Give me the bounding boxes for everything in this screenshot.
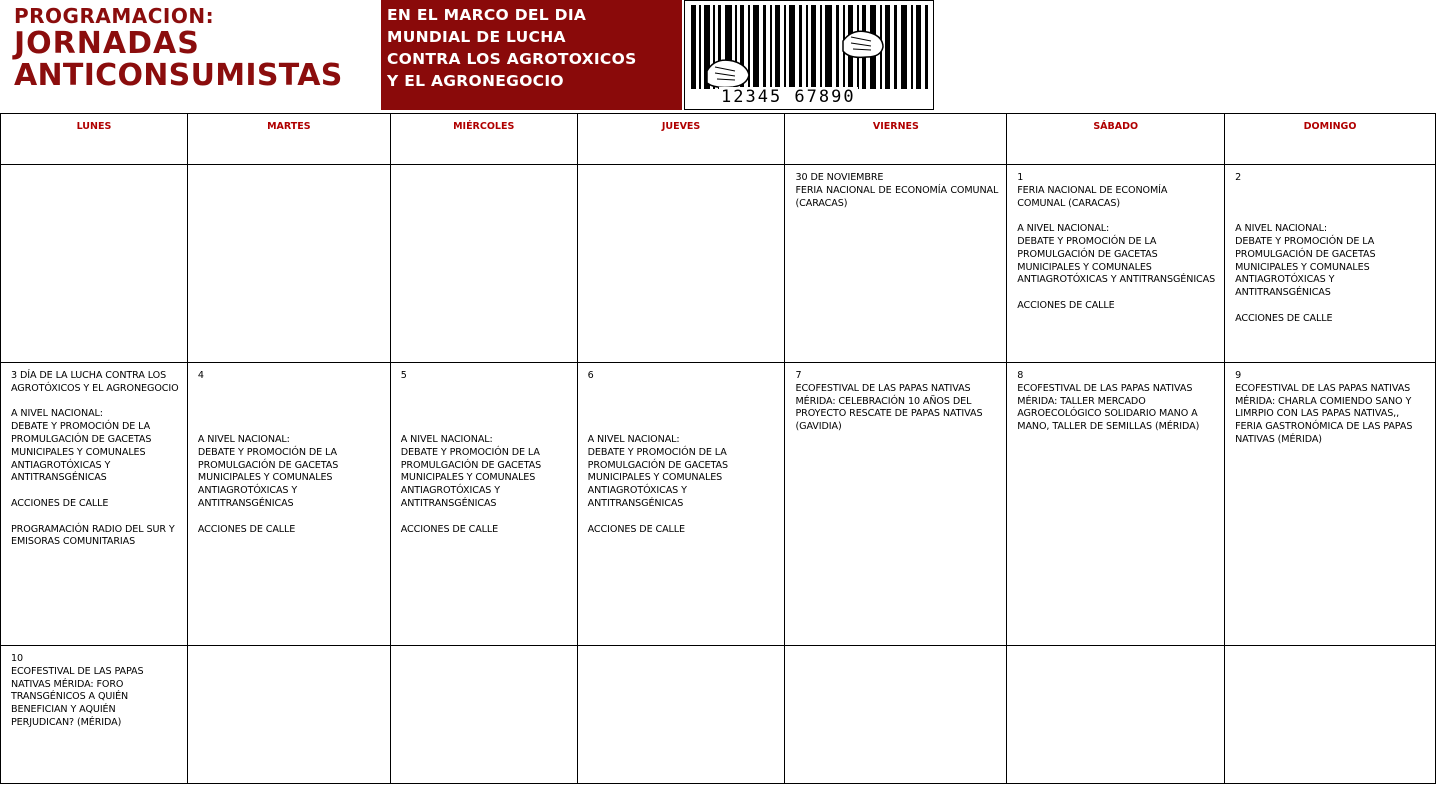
day-cell-text bbox=[785, 646, 1006, 653]
week-row bbox=[1, 165, 1436, 363]
day-cell bbox=[1007, 363, 1225, 646]
banner-line: EN EL MARCO DEL DIA bbox=[387, 6, 587, 24]
banner-line: Y EL AGRONEGOCIO bbox=[387, 72, 564, 90]
day-cell-text: 6 A NIVEL NACIONAL: DEBATE Y PROMOCIÓN DE LA PROMULGACIÓN DE GACETAS MUNICIPALES Y COMUNALES ANTIAGROTÓXICAS Y ANTITRANSGÉNICAS ACCIONES DE CALLE bbox=[587, 370, 728, 535]
title-line-2: JORNADAS bbox=[14, 26, 200, 61]
day-cell bbox=[577, 165, 785, 363]
day-cell-text bbox=[578, 165, 785, 172]
calendar-table bbox=[0, 113, 1436, 784]
day-cell-text: 8 ECOFESTIVAL DE LAS PAPAS NATIVAS MÉRIDA: TALLER MERCADO AGROECOLÓGICO SOLIDARIO MANO A MANO, TALLER DE SEMILLAS (MÉRIDA) bbox=[1017, 370, 1200, 433]
banner-line: MUNDIAL DE LUCHA bbox=[387, 28, 566, 46]
day-cell bbox=[1007, 646, 1225, 784]
day-cell bbox=[1007, 165, 1225, 363]
day-cell-text bbox=[578, 646, 785, 653]
day-header-row bbox=[1, 114, 1436, 165]
day-header-martes: MARTES bbox=[187, 114, 390, 165]
barcode-prison-image bbox=[684, 0, 934, 110]
day-cell-text: 5 A NIVEL NACIONAL: DEBATE Y PROMOCIÓN DE LA PROMULGACIÓN DE GACETAS MUNICIPALES Y COMUNALES ANTIAGROTÓXICAS Y ANTITRANSGÉNICAS ACCIONES DE CALLE bbox=[400, 370, 542, 535]
day-cell bbox=[187, 165, 390, 363]
program-title bbox=[14, 4, 376, 108]
banner-line: CONTRA LOS AGROTOXICOS bbox=[387, 50, 637, 68]
day-cell bbox=[785, 363, 1007, 646]
day-cell bbox=[1225, 165, 1436, 363]
day-cell-text: 4 A NIVEL NACIONAL: DEBATE Y PROMOCIÓN DE LA PROMULGACIÓN DE GACETAS MUNICIPALES Y COMUNALES ANTIAGROTÓXICAS Y ANTITRANSGÉNICAS ACCIONES DE CALLE bbox=[197, 370, 339, 535]
day-cell-text: 30 DE NOVIEMBRE FERIA NACIONAL DE ECONOMÍA COMUNAL (CARACAS) bbox=[795, 172, 999, 209]
day-cell bbox=[390, 646, 577, 784]
day-cell bbox=[577, 363, 785, 646]
title-line-1: PROGRAMACION: bbox=[14, 4, 215, 28]
day-cell bbox=[785, 165, 1007, 363]
day-cell bbox=[390, 165, 577, 363]
day-cell bbox=[187, 363, 390, 646]
title-line-3: ANTICONSUMISTAS bbox=[14, 58, 343, 93]
barcode-digits: 12345 67890 bbox=[721, 87, 856, 107]
day-cell-text: 1 FERIA NACIONAL DE ECONOMÍA COMUNAL (CARACAS) A NIVEL NACIONAL: DEBATE Y PROMOCIÓN DE LA PROMULGACIÓN DE GACETAS MUNICIPALES Y COMUNALES ANTIAGROTÓXICAS Y ANTITRANSGÉNICAS ACCIONES DE CALLE bbox=[1017, 172, 1216, 311]
day-cell-text bbox=[1007, 646, 1224, 653]
day-cell bbox=[1, 363, 188, 646]
week-row bbox=[1, 646, 1436, 784]
day-cell bbox=[1, 646, 188, 784]
day-header-sabado: SÁBADO bbox=[1007, 114, 1225, 165]
day-cell-text: 3 DÍA DE LA LUCHA CONTRA LOS AGROTÓXICOS Y EL AGRONEGOCIO A NIVEL NACIONAL: DEBATE Y PROMOCIÓN DE LA PROMULGACIÓN DE GACETAS MUNICIPALES Y COMUNALES ANTIAGROTÓXICAS Y ANTITRANSGÉNICAS ACCIONES DE CALLE PROGRAMACIÓN RADIO DEL SUR Y EMISORAS COMUNITARIAS bbox=[11, 370, 179, 548]
page-header bbox=[0, 0, 1436, 112]
day-header-jueves: JUEVES bbox=[577, 114, 785, 165]
day-cell-text bbox=[1, 165, 187, 172]
day-header-miercoles: MIÉRCOLES bbox=[390, 114, 577, 165]
day-cell bbox=[1225, 363, 1436, 646]
day-header-viernes: VIERNES bbox=[785, 114, 1007, 165]
day-header-domingo: DOMINGO bbox=[1225, 114, 1436, 165]
day-cell bbox=[785, 646, 1007, 784]
day-cell-text bbox=[391, 165, 577, 172]
day-cell-text bbox=[188, 646, 390, 653]
week-row bbox=[1, 363, 1436, 646]
day-cell-text bbox=[188, 165, 390, 172]
day-cell-text bbox=[391, 646, 577, 653]
day-cell-text: 9 ECOFESTIVAL DE LAS PAPAS NATIVAS MÉRIDA: CHARLA COMIENDO SANO Y LIMRPIO CON LAS PAPAS NATIVAS,, FERIA GASTRONÓMICA DE LAS PAPAS NATIVAS (MÉRIDA) bbox=[1235, 370, 1413, 445]
day-cell bbox=[1, 165, 188, 363]
day-cell-text bbox=[1225, 646, 1435, 653]
day-cell bbox=[1225, 646, 1436, 784]
day-cell-text: 7 ECOFESTIVAL DE LAS PAPAS NATIVAS MÉRIDA: CELEBRACIÓN 10 AÑOS DEL PROYECTO RESCATE DE PAPAS NATIVAS (GAVIDIA) bbox=[795, 370, 983, 433]
day-cell bbox=[187, 646, 390, 784]
day-cell-text: 2 A NIVEL NACIONAL: DEBATE Y PROMOCIÓN DE LA PROMULGACIÓN DE GACETAS MUNICIPALES Y COMUNALES ANTIAGROTÓXICAS Y ANTITRANSGÉNICAS ACCIONES DE CALLE bbox=[1235, 172, 1376, 324]
day-cell bbox=[577, 646, 785, 784]
day-header-lunes: LUNES bbox=[1, 114, 188, 165]
day-cell bbox=[390, 363, 577, 646]
event-banner bbox=[381, 0, 682, 110]
day-cell-text: 10 ECOFESTIVAL DE LAS PAPAS NATIVAS MÉRIDA: FORO TRANSGÉNICOS A QUIÉN BENEFICIAN Y AQUIÉN PERJUDICAN? (MÉRIDA) bbox=[11, 653, 144, 728]
